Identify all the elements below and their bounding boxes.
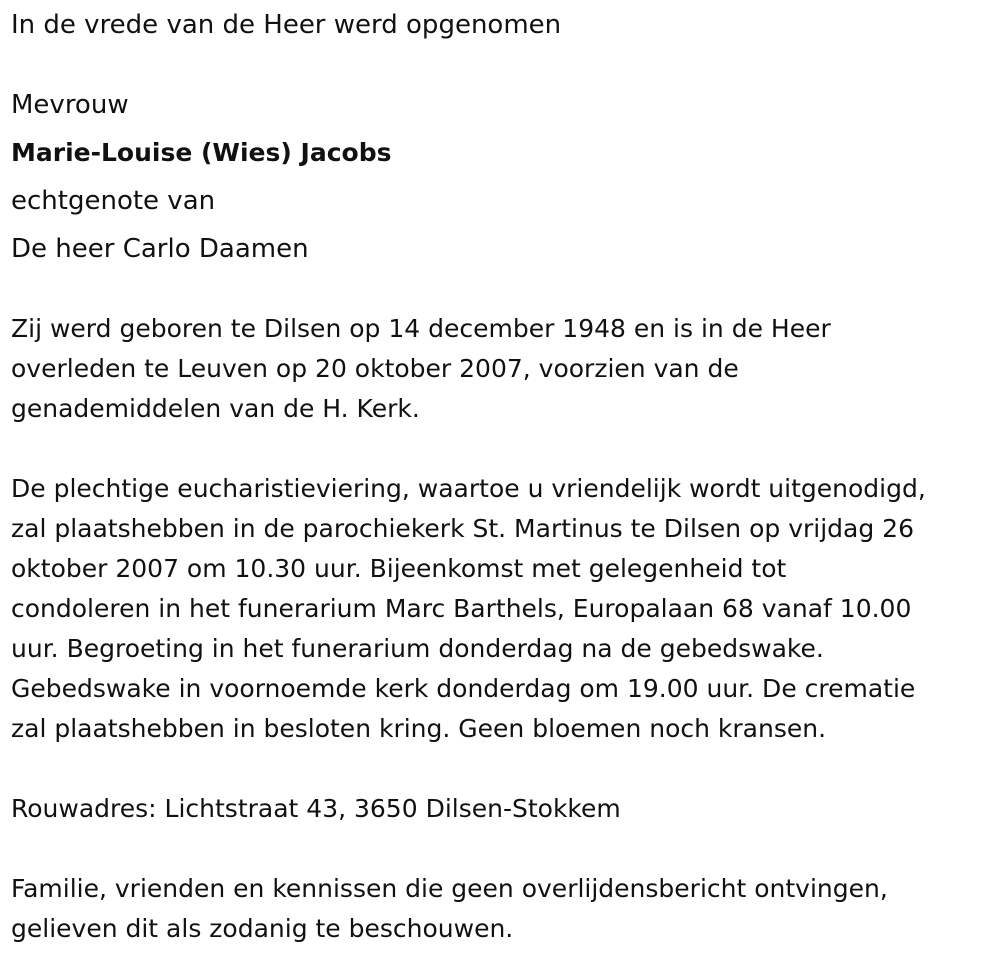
paragraph-line: Familie, vrienden en kennissen die geen overlijdensbericht ontvingen, [11, 874, 888, 903]
intro-line: In de vrede van de Heer werd opgenomen [11, 10, 562, 40]
address-line: Rouwadres: Lichtstraat 43, 3650 Dilsen-Stokkem [11, 794, 621, 823]
deceased-name: Marie-Louise (Wies) Jacobs [11, 138, 392, 167]
paragraph-line: condoleren in het funerarium Marc Barthels, Europalaan 68 vanaf 10.00 [11, 594, 912, 623]
ceremony-paragraph [11, 469, 926, 749]
paragraph-line: uur. Begroeting in het funerarium donderdag na de gebedswake. [11, 634, 824, 663]
birth-death-paragraph [11, 309, 831, 429]
paragraph-line: zal plaatshebben in besloten kring. Geen bloemen noch kransen. [11, 714, 827, 743]
closing-paragraph [11, 869, 888, 949]
honorific: Mevrouw [11, 90, 129, 120]
paragraph-line: gelieven dit als zodanig te beschouwen. [11, 914, 514, 943]
paragraph-line: De plechtige eucharistieviering, waartoe u vriendelijk wordt uitgenodigd, [11, 474, 926, 503]
paragraph-line: genademiddelen van de H. Kerk. [11, 394, 420, 423]
paragraph-line: oktober 2007 om 10.30 uur. Bijeenkomst met gelegenheid tot [11, 554, 787, 583]
paragraph-line: Zij werd geboren te Dilsen op 14 december 1948 en is in de Heer [11, 314, 831, 343]
paragraph-line: overleden te Leuven op 20 oktober 2007, voorzien van de [11, 354, 739, 383]
relation-line: echtgenote van [11, 186, 216, 216]
spouse-name: De heer Carlo Daamen [11, 234, 309, 264]
paragraph-line: zal plaatshebben in de parochiekerk St. Martinus te Dilsen op vrijdag 26 [11, 514, 914, 543]
paragraph-line: Gebedswake in voornoemde kerk donderdag om 19.00 uur. De crematie [11, 674, 916, 703]
